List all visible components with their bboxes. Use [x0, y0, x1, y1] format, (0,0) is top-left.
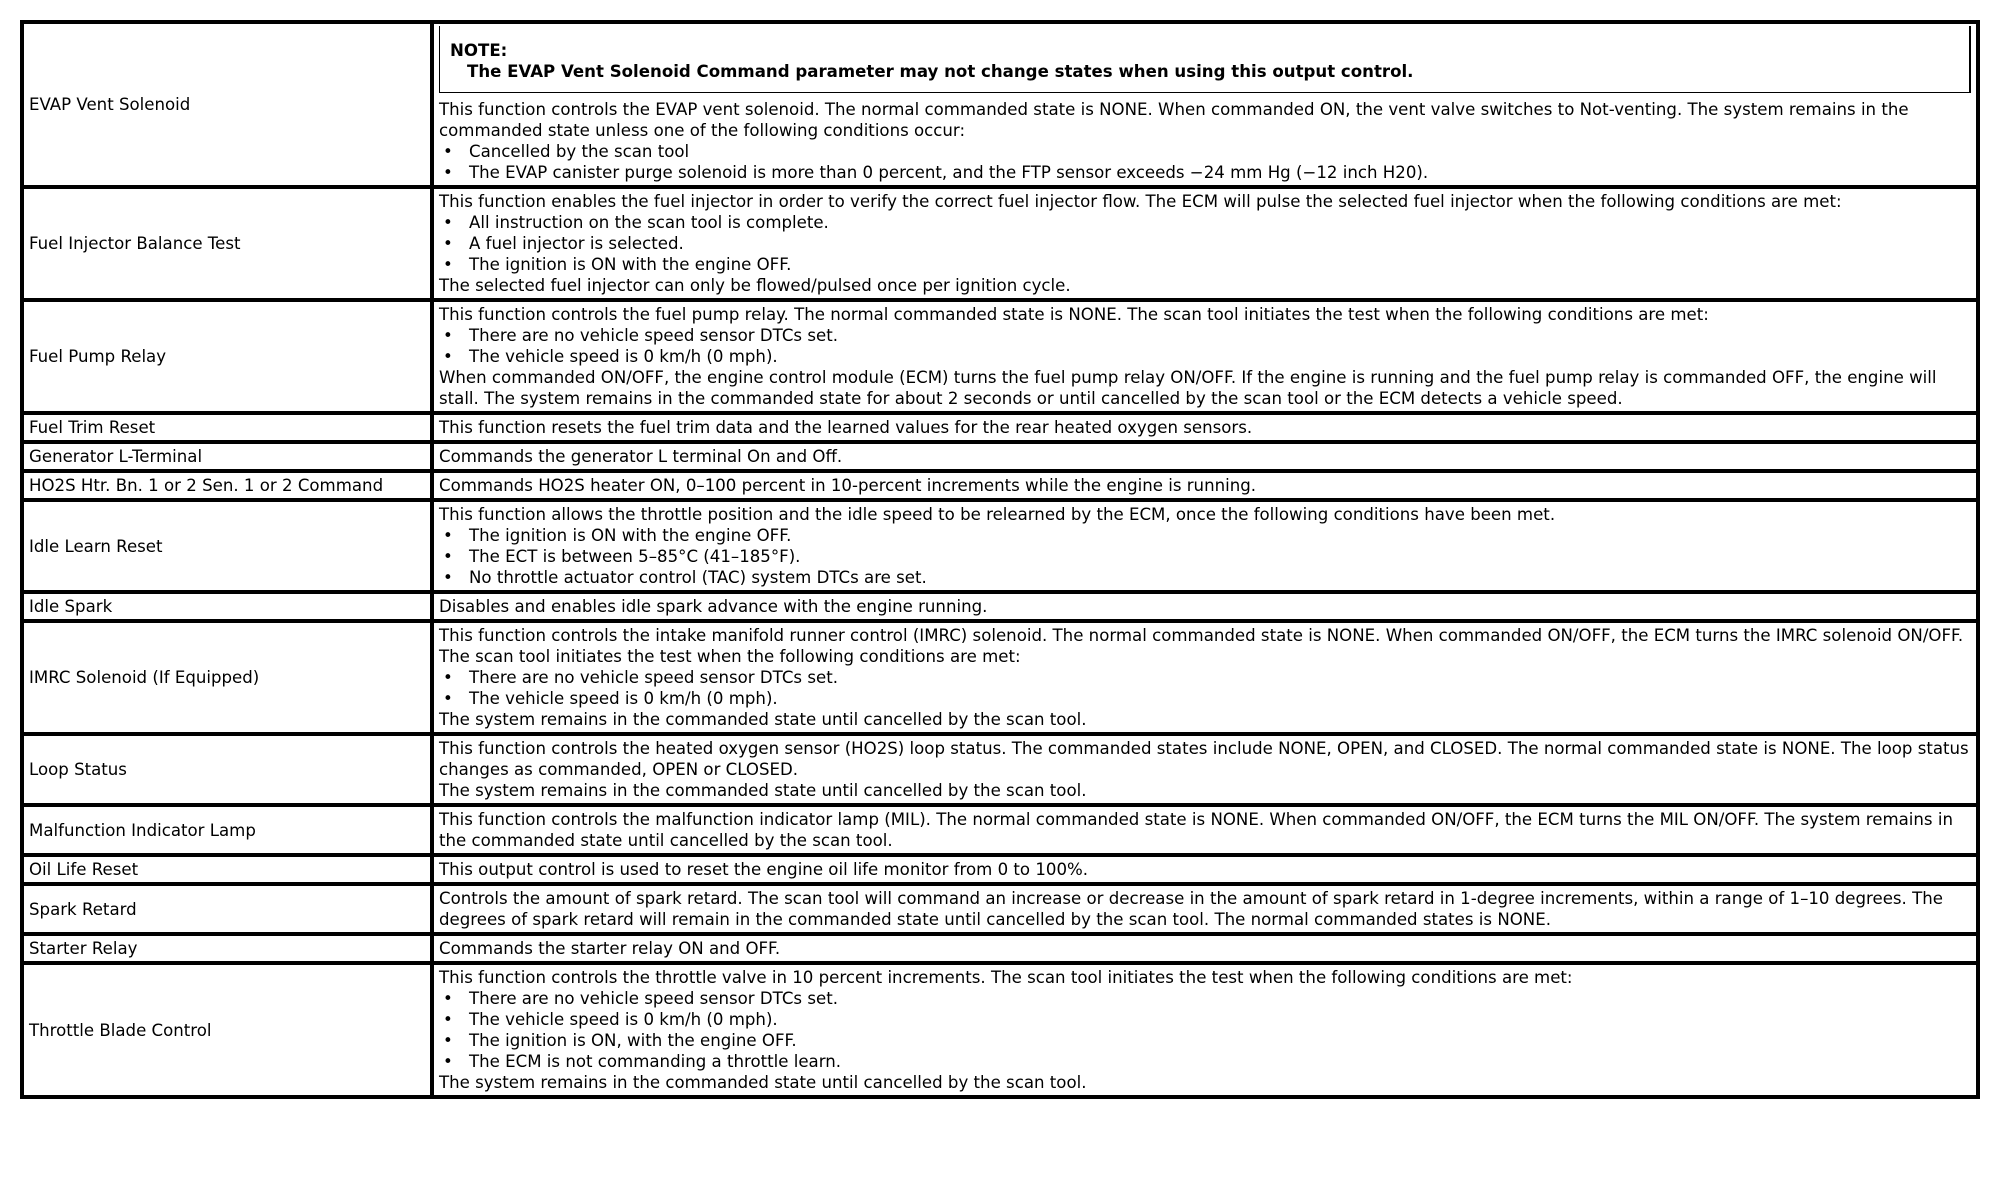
control-name-cell	[22, 471, 432, 500]
control-name-cell	[22, 500, 432, 592]
list-item: • All instruction on the scan tool is complete.	[439, 212, 1971, 233]
description-text: This function enables the fuel injector in order to verify the correct fuel injector flow. The ECM will pulse the selected fuel injector when the following conditions are met:	[439, 192, 1842, 211]
list-item: • The EVAP canister purge solenoid is more than 0 percent, and the FTP sensor exceeds −24 mm Hg (−12 inch H20).	[439, 162, 1971, 183]
note-text: The EVAP Vent Solenoid Command parameter may not change states when using this output control.	[467, 62, 1414, 81]
description-followup-text: The system remains in the commanded state until cancelled by the scan tool.	[439, 710, 1087, 729]
control-name-cell	[22, 592, 432, 621]
condition-list	[439, 325, 1971, 367]
control-name-cell	[22, 963, 432, 1097]
condition-list	[439, 988, 1971, 1072]
control-description-cell	[432, 884, 1978, 934]
table-row	[22, 187, 1978, 300]
control-description-cell	[432, 22, 1978, 187]
table-row	[22, 934, 1978, 963]
condition-list	[439, 667, 1971, 709]
table-row	[22, 413, 1978, 442]
control-name-cell	[22, 300, 432, 413]
condition-list	[439, 525, 1971, 588]
description-followup-text: The system remains in the commanded state until cancelled by the scan tool.	[439, 781, 1087, 800]
condition-list	[439, 141, 1971, 183]
description-followup-text: When commanded ON/OFF, the engine control module (ECM) turns the fuel pump relay ON/OFF. If the engine is running and the fuel pump relay is commanded OFF, the engine will stall. The system remains in the commanded state for about 2 seconds or until cancelled by the scan tool or the ECM detects a vehicle speed.	[439, 368, 1937, 408]
table-row	[22, 884, 1978, 934]
control-description-cell	[432, 413, 1978, 442]
condition-list	[439, 212, 1971, 275]
list-item: • The ECT is between 5–85°C (41–185°F).	[439, 546, 1971, 567]
control-name: Loop Status	[29, 760, 127, 779]
control-name: Idle Spark	[29, 597, 113, 616]
output-controls-document	[20, 20, 1980, 1099]
control-name: Fuel Trim Reset	[29, 418, 156, 437]
description-text: This function resets the fuel trim data and the learned values for the rear heated oxygen sensors.	[439, 418, 1253, 437]
control-name-cell	[22, 413, 432, 442]
control-name-cell	[22, 734, 432, 805]
list-item: • The ECM is not commanding a throttle learn.	[439, 1051, 1971, 1072]
control-name: EVAP Vent Solenoid	[29, 95, 191, 114]
description-text: This function controls the fuel pump relay. The normal commanded state is NONE. The scan tool initiates the test when the following conditions are met:	[439, 305, 1709, 324]
list-item: • There are no vehicle speed sensor DTCs set.	[439, 325, 1971, 346]
control-description-cell	[432, 805, 1978, 855]
output-controls-table	[20, 20, 1980, 1099]
control-name-cell	[22, 805, 432, 855]
table-row	[22, 22, 1978, 187]
list-item: • There are no vehicle speed sensor DTCs set.	[439, 988, 1971, 1009]
table-row	[22, 500, 1978, 592]
table-row	[22, 855, 1978, 884]
description-text: Controls the amount of spark retard. The scan tool will command an increase or decrease in the amount of spark retard in 1-degree increments, within a range of 1–10 degrees. The degrees of spark retard will remain in the commanded state until cancelled by the scan tool. The normal commanded states is NONE.	[439, 889, 1943, 929]
control-name-cell	[22, 934, 432, 963]
description-text: This output control is used to reset the engine oil life monitor from 0 to 100%.	[439, 860, 1089, 879]
description-text: This function controls the malfunction indicator lamp (MIL). The normal commanded state is NONE. When commanded ON/OFF, the ECM turns the MIL ON/OFF. The system remains in the commanded state until cancelled by the scan tool.	[439, 810, 1953, 850]
list-item: • The ignition is ON with the engine OFF.	[439, 525, 1971, 546]
description-text: Disables and enables idle spark advance with the engine running.	[439, 597, 988, 616]
control-name-cell	[22, 442, 432, 471]
description-text: This function controls the EVAP vent solenoid. The normal commanded state is NONE. When commanded ON, the vent valve switches to Not-venting. The system remains in the commanded state unless one of the following conditions occur:	[439, 100, 1909, 140]
control-name: Spark Retard	[29, 899, 137, 919]
control-name-cell	[22, 884, 432, 934]
control-description-cell	[432, 734, 1978, 805]
description-followup-text: The selected fuel injector can only be flowed/pulsed once per ignition cycle.	[439, 276, 1071, 295]
control-description-cell	[432, 592, 1978, 621]
list-item: • The vehicle speed is 0 km/h (0 mph).	[439, 688, 1971, 709]
table-body	[22, 22, 1978, 1097]
description-text: Commands the generator L terminal On and Off.	[439, 447, 843, 466]
control-name: Fuel Pump Relay	[29, 347, 167, 366]
list-item: • The vehicle speed is 0 km/h (0 mph).	[439, 346, 1971, 367]
control-name: Generator L-Terminal	[29, 447, 203, 466]
list-item: • Cancelled by the scan tool	[439, 141, 1971, 162]
list-item: • The vehicle speed is 0 km/h (0 mph).	[439, 1009, 1971, 1030]
description-text: This function controls the heated oxygen sensor (HO2S) loop status. The commanded states include NONE, OPEN, and CLOSED. The normal commanded state is NONE. The loop status changes as commanded, OPEN or CLOSED.	[439, 739, 1969, 779]
table-row	[22, 963, 1978, 1097]
description-text: This function allows the throttle position and the idle speed to be relearned by the ECM, once the following conditions have been met.	[439, 505, 1556, 524]
control-name-cell	[22, 855, 432, 884]
control-name-cell	[22, 22, 432, 187]
control-name-cell	[22, 187, 432, 300]
table-row	[22, 300, 1978, 413]
description-text: This function controls the intake manifold runner control (IMRC) solenoid. The normal commanded state is NONE. When commanded ON/OFF, the ECM turns the IMRC solenoid ON/OFF. The scan tool initiates the test when the following conditions are met:	[439, 626, 1964, 666]
control-name: IMRC Solenoid (If Equipped)	[29, 668, 260, 687]
control-description-cell	[432, 300, 1978, 413]
control-description-cell	[432, 855, 1978, 884]
control-name: Oil Life Reset	[29, 860, 139, 879]
list-item: • There are no vehicle speed sensor DTCs set.	[439, 667, 1971, 688]
control-name: Throttle Blade Control	[29, 1020, 212, 1040]
control-name: HO2S Htr. Bn. 1 or 2 Sen. 1 or 2 Command	[29, 476, 384, 495]
control-description-cell	[432, 471, 1978, 500]
table-row	[22, 442, 1978, 471]
description-text: Commands the starter relay ON and OFF.	[439, 939, 781, 958]
control-description-cell	[432, 963, 1978, 1097]
control-description-cell	[432, 934, 1978, 963]
note-box	[439, 26, 1971, 93]
table-row	[22, 471, 1978, 500]
control-description-cell	[432, 187, 1978, 300]
control-name-cell	[22, 621, 432, 734]
control-description-cell	[432, 621, 1978, 734]
control-description-cell	[432, 500, 1978, 592]
control-name: Fuel Injector Balance Test	[29, 234, 241, 253]
list-item: • No throttle actuator control (TAC) system DTCs are set.	[439, 567, 1971, 588]
control-name: Malfunction Indicator Lamp	[29, 820, 256, 840]
table-row	[22, 734, 1978, 805]
description-text: This function controls the throttle valve in 10 percent increments. The scan tool initiates the test when the following conditions are met:	[439, 968, 1573, 987]
list-item: • A fuel injector is selected.	[439, 233, 1971, 254]
description-text: Commands HO2S heater ON, 0–100 percent in 10-percent increments while the engine is running.	[439, 476, 1257, 495]
note-title: NOTE:	[450, 41, 508, 60]
control-name: Starter Relay	[29, 939, 138, 958]
table-row	[22, 805, 1978, 855]
control-name: Idle Learn Reset	[29, 536, 163, 556]
table-row	[22, 621, 1978, 734]
list-item: • The ignition is ON with the engine OFF.	[439, 254, 1971, 275]
description-followup-text: The system remains in the commanded state until cancelled by the scan tool.	[439, 1073, 1087, 1092]
table-row	[22, 592, 1978, 621]
list-item: • The ignition is ON, with the engine OFF.	[439, 1030, 1971, 1051]
control-description-cell	[432, 442, 1978, 471]
